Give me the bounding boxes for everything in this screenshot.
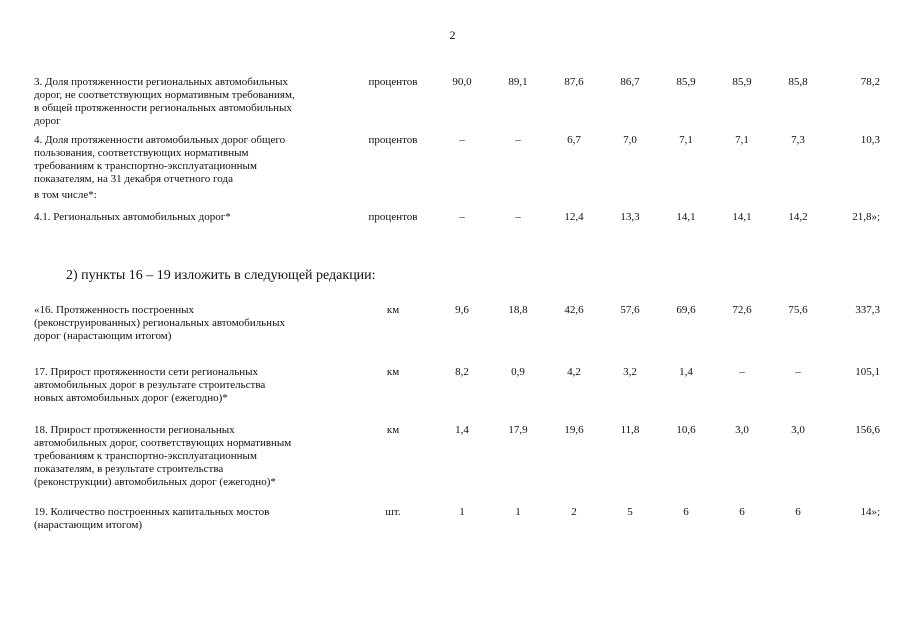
value-cell: 7,0 — [623, 134, 637, 146]
unit-cell: км — [386, 424, 400, 436]
value-cell — [658, 189, 714, 202]
indicator-name: 18. Прирост протяженности региональных автомобильных дорог, соответствующих нормативным требованиям к транспортно-эксплуатационным показателям, в результате строительства (реконструкции) автомобильных дорог (ежегодно)* — [34, 424, 292, 488]
value-cell: 4,2 — [567, 366, 581, 378]
value-cell: 3,0 — [735, 424, 749, 436]
value-cell: 10,6 — [676, 424, 696, 436]
value-cell: 3,0 — [791, 424, 805, 436]
unit-cell: км — [386, 366, 400, 378]
table-row — [34, 211, 882, 224]
table-row — [34, 189, 882, 202]
value-cell: 78,2 — [860, 76, 880, 88]
unit-cell — [352, 189, 434, 202]
value-cell: 337,3 — [855, 304, 880, 316]
value-cell: 85,8 — [788, 76, 808, 88]
section-heading: 2) пункты 16 – 19 изложить в следующей редакции: — [66, 268, 376, 283]
row-spacer-cell — [34, 489, 882, 506]
row-spacer — [34, 202, 882, 211]
value-cell: 87,6 — [564, 76, 584, 88]
table-row — [34, 76, 882, 128]
table-row — [34, 366, 882, 405]
table-row — [34, 506, 882, 532]
value-cell: – — [459, 211, 465, 223]
row-spacer-cell — [34, 343, 882, 366]
value-cell: 90,0 — [452, 76, 472, 88]
value-cell: 14,1 — [732, 211, 752, 223]
value-cell: – — [515, 134, 521, 146]
value-cell: 7,1 — [735, 134, 749, 146]
table-row — [34, 304, 882, 343]
value-cell: 69,6 — [676, 304, 696, 316]
value-cell: 75,6 — [788, 304, 808, 316]
value-cell: 105,1 — [855, 366, 880, 378]
value-cell — [546, 189, 602, 202]
value-cell: 9,6 — [455, 304, 469, 316]
row-spacer-cell — [34, 202, 882, 211]
value-cell: 1,4 — [455, 424, 469, 436]
indicators-table-bottom — [34, 304, 882, 532]
value-cell: 2 — [571, 506, 577, 518]
value-cell: 14»; — [860, 506, 880, 518]
value-cell — [770, 189, 826, 202]
value-cell: 13,3 — [620, 211, 640, 223]
unit-cell: процентов — [368, 134, 418, 146]
row-spacer — [34, 489, 882, 506]
unit-cell: процентов — [368, 76, 418, 88]
row-spacer — [34, 343, 882, 366]
value-cell: 6 — [795, 506, 801, 518]
value-cell: 17,9 — [508, 424, 528, 436]
unit-cell: шт. — [385, 506, 401, 518]
indicators-table-top — [34, 76, 882, 224]
indicator-name: 3. Доля протяженности региональных автомобильных дорог, не соответствующих нормативным требованиям, в общей протяженности региональных автомобильных дорог — [34, 76, 295, 127]
value-cell: 42,6 — [564, 304, 584, 316]
value-cell: 1 — [459, 506, 465, 518]
value-cell: – — [515, 211, 521, 223]
value-cell: 1,4 — [679, 366, 693, 378]
indicator-name: «16. Протяженность построенных (реконструированных) региональных автомобильных дорог (нарастающим итогом) — [34, 304, 285, 342]
row-spacer — [34, 405, 882, 424]
value-cell: 5 — [627, 506, 633, 518]
value-cell: 10,3 — [860, 134, 880, 146]
value-cell: – — [459, 134, 465, 146]
value-cell: 19,6 — [564, 424, 584, 436]
value-cell: 7,1 — [679, 134, 693, 146]
value-cell: 1 — [515, 506, 521, 518]
value-cell: 14,1 — [676, 211, 696, 223]
value-cell: 72,6 — [732, 304, 752, 316]
value-cell — [826, 189, 882, 202]
value-cell: 7,3 — [791, 134, 805, 146]
value-cell: 8,2 — [455, 366, 469, 378]
value-cell: 89,1 — [508, 76, 528, 88]
value-cell: 12,4 — [564, 211, 584, 223]
value-cell: 85,9 — [732, 76, 752, 88]
value-cell — [490, 189, 546, 202]
value-cell — [714, 189, 770, 202]
value-cell: 21,8»; — [852, 211, 880, 223]
value-cell — [434, 189, 490, 202]
table-row — [34, 134, 882, 186]
value-cell: 86,7 — [620, 76, 640, 88]
value-cell: – — [795, 366, 801, 378]
value-cell: – — [739, 366, 745, 378]
unit-cell: процентов — [368, 211, 418, 223]
indicator-name: 4.1. Региональных автомобильных дорог* — [34, 211, 231, 223]
indicator-name: 4. Доля протяженности автомобильных дорог общего пользования, соответствующих нормативным требованиям к транспортно-эксплуатационным показателям, на 31 декабря отчетного года — [34, 134, 286, 185]
indicator-name: 19. Количество построенных капитальных мостов (нарастающим итогом) — [34, 506, 270, 531]
value-cell: 18,8 — [508, 304, 528, 316]
indicator-name: в том числе*: — [34, 189, 97, 201]
value-cell: 6,7 — [567, 134, 581, 146]
value-cell: 156,6 — [855, 424, 880, 436]
unit-cell: км — [386, 304, 400, 316]
value-cell: 11,8 — [620, 424, 640, 436]
row-spacer-cell — [34, 405, 882, 424]
value-cell: 57,6 — [620, 304, 640, 316]
value-cell: 85,9 — [676, 76, 696, 88]
table-row — [34, 424, 882, 489]
page-number: 2 — [449, 28, 456, 42]
value-cell: 0,9 — [511, 366, 525, 378]
value-cell: 6 — [739, 506, 745, 518]
value-cell: 6 — [683, 506, 689, 518]
value-cell: 14,2 — [788, 211, 808, 223]
indicator-name: 17. Прирост протяженности сети региональных автомобильных дорог в результате строительства новых автомобильных дорог (ежегодно)* — [34, 366, 266, 404]
value-cell — [602, 189, 658, 202]
value-cell: 3,2 — [623, 366, 637, 378]
